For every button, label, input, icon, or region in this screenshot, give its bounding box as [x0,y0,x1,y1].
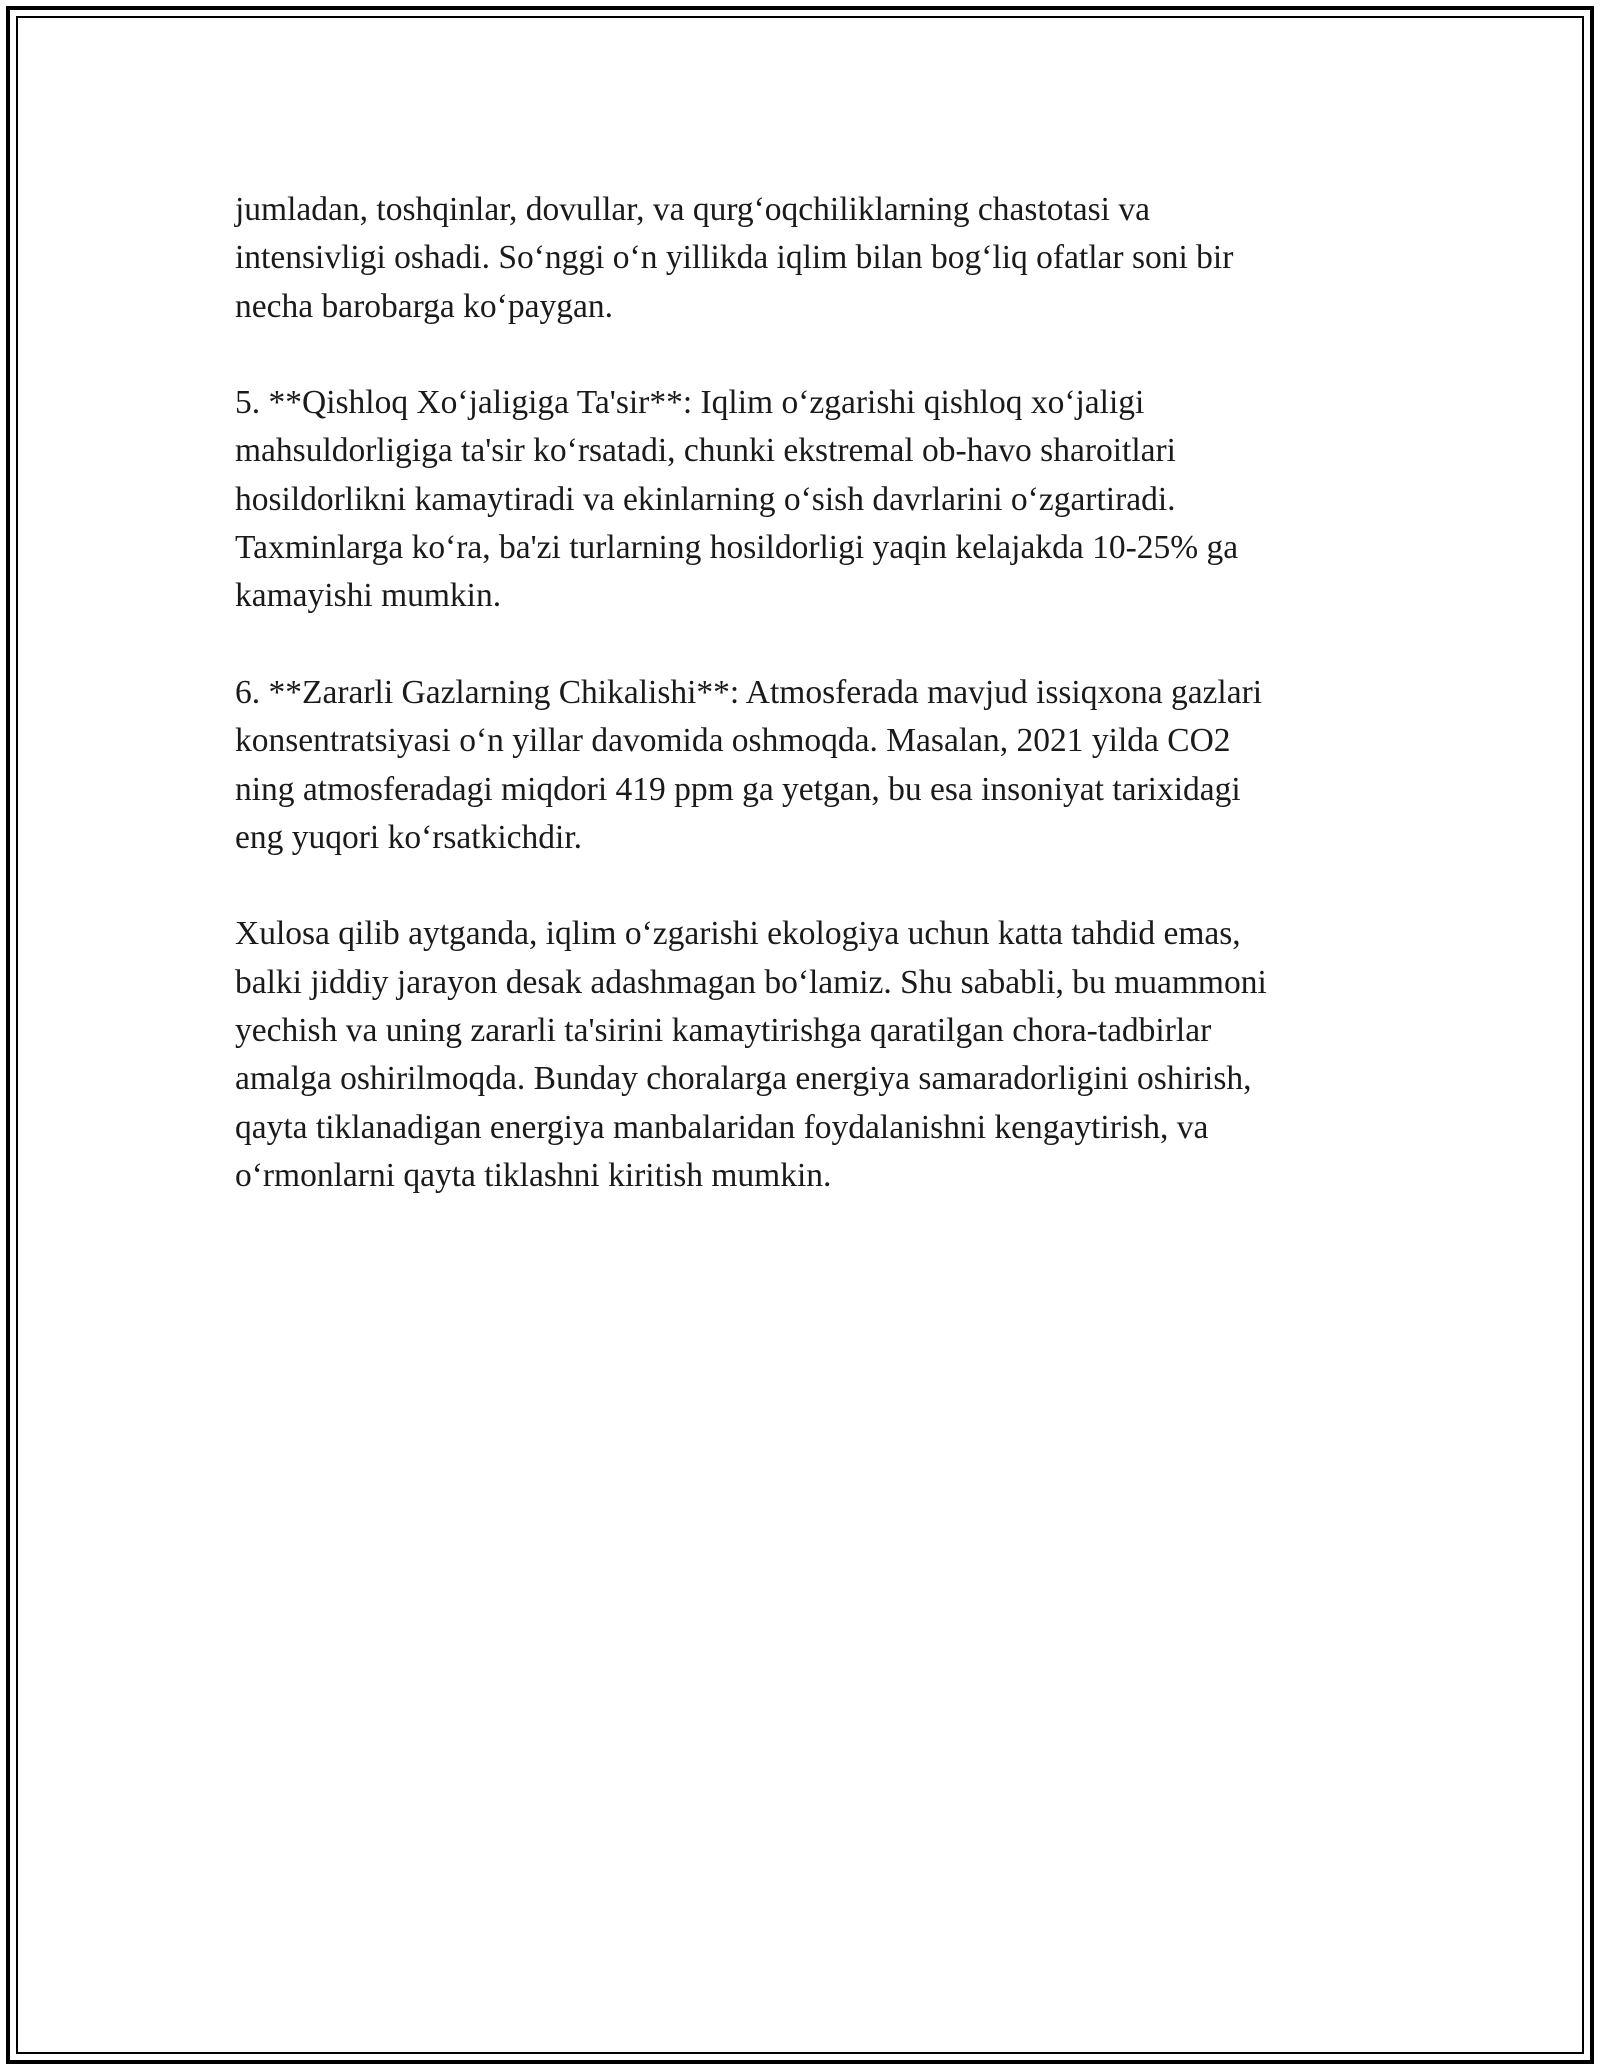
document-body [235,186,1375,1249]
paragraph-agriculture-impact: 5. **Qishloq Xo‘jaligiga Ta'sir**: Iqlim o‘zgarishi qishloq xo‘jaligi mahsuldorligiga ta'sir ko‘rsatadi, chunki ekstremal ob-havo sharoitlari hosildorlikni kamaytiradi va ekinlarning o‘sish davrlarini o‘zgartiradi. Taxminlarga ko‘ra, ba'zi turlarning hosildorligi yaqin kelajakda 10-25% ga kamayishi mumkin. [235,384,1239,615]
paragraph-disasters-continuation: jumladan, toshqinlar, dovullar, va qurg‘oqchiliklarning chastotasi va intensivligi oshadi. So‘nggi o‘n yillikda iqlim bilan bog‘liq ofatlar soni bir necha barobarga ko‘paygan. [235,191,1234,325]
paragraph-greenhouse-gases: 6. **Zararli Gazlarning Chikalishi**: Atmosferada mavjud issiqxona gazlari konsentratsiyasi o‘n yillar davomida oshmoqda. Masalan, 2021 yilda CO2 ning atmosferadagi miqdori 419 ppm ga yetgan, bu esa insoniyat tarixidagi eng yuqori ko‘rsatkichdir. [235,673,1263,856]
paragraph-conclusion: Xulosa qilib aytganda, iqlim o‘zgarishi ekologiya uchun katta tahdid emas, balki jiddiy jarayon desak adashmagan bo‘lamiz. Shu sababli, bu muammoni yechish va uning zararli ta'sirini kamaytirishga qaratilgan chora-tadbirlar amalga oshirilmoqda. Bunday choralarga energiya samaradorligini oshirish, qayta tiklanadigan energiya manbalaridan foydalanishni kengaytirish, va o‘rmonlarni qayta tiklashni kiritish mumkin. [235,915,1267,1194]
